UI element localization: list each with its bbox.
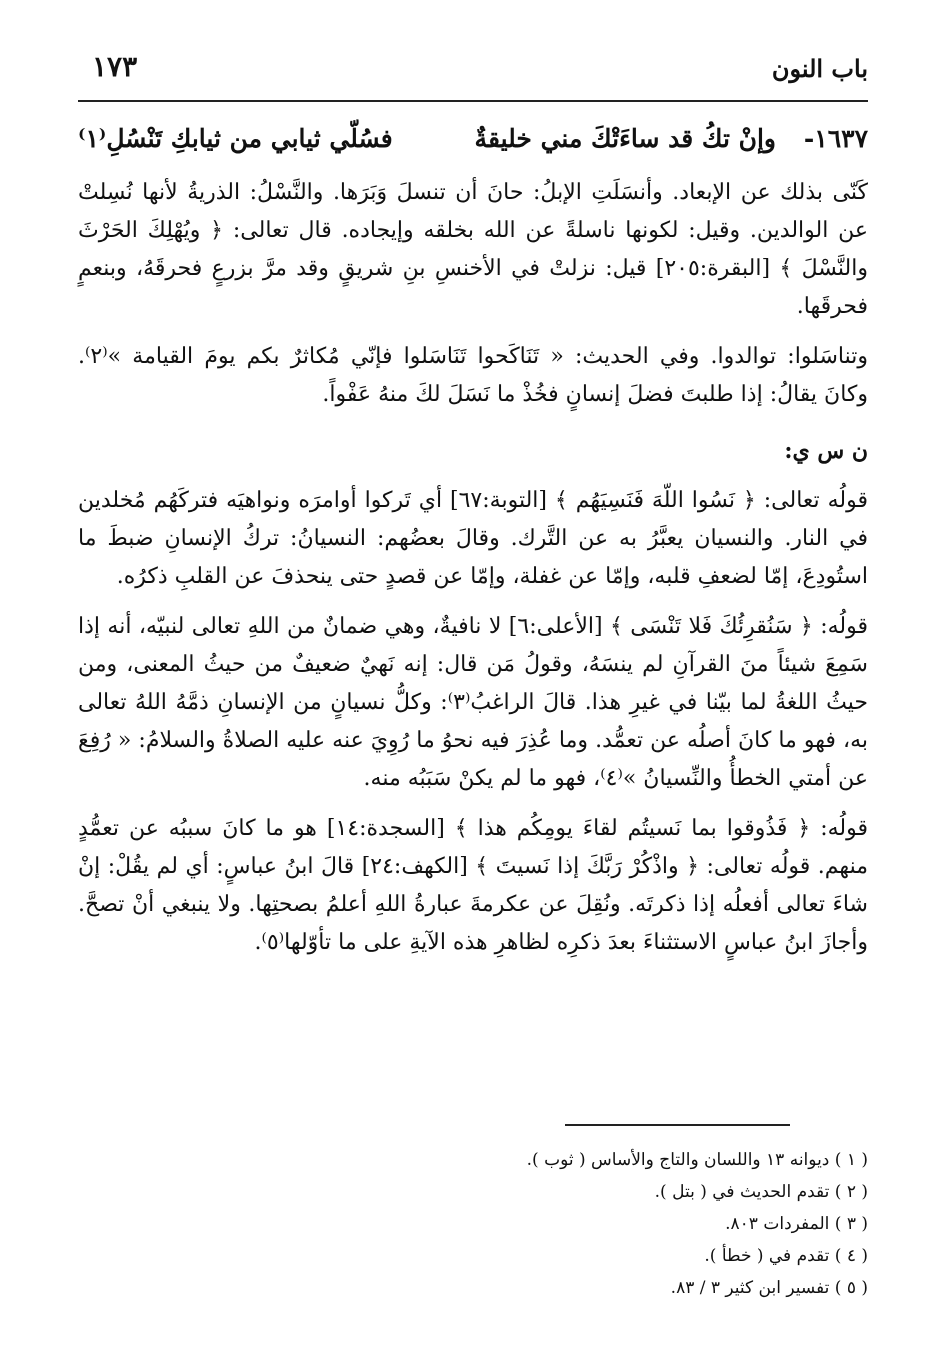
page-body — [78, 118, 868, 962]
chapter-title: باب النون — [771, 54, 868, 83]
footnote: ( ٢ ) تقدم الحديث في ( بتل ). — [654, 1182, 868, 1202]
page-number: ١٧٣ — [92, 50, 138, 83]
section-heading: ن س ي: — [784, 438, 868, 464]
footnote: ( ١ ) ديوانه ١٣ واللسان والتاج والأساس ( ثوب ). — [526, 1150, 868, 1170]
verse-hemistich-first: وإنْ تكُ قد ساءَتْكَ مني خليقةٌ — [474, 124, 776, 153]
verse-hemistich-second: فسُلّي ثيابي من ثيابكِ تَنْسُلِ⁽١⁾ — [78, 124, 393, 153]
paragraph: وتناسَلوا: توالدوا. وفي الحديث: « تَنَاكَحوا تَنَاسَلوا فإنّي مُكاثرٌ بكم يومَ القيامة »⁽٢⁾. وكانَ يقالُ: إذا طلبتَ فضلَ إنسانٍ فخُذْ ما نَسَلَ لكَ منهُ عَفْواً. — [78, 344, 868, 407]
footnotes — [368, 1144, 868, 1304]
poetry-verse — [78, 118, 868, 174]
paragraph: قولُه: ﴿ سَنُقرِئُكَ فَلا تَنْسَى ﴾ [الأعلى:٦] لا نافيةٌ، وهي ضمانٌ من اللهِ تعالى لنبيّه، أنه إذا سَمِعَ شيئاً منَ القرآنِ لم ينسَهُ، وقولُ مَن قال: إنه نَهيٌ ضعيفٌ من حيثُ المعنى، ومن حيثُ اللغةُ لما بيّنا في غيرِ هذا. قالَ الراغبُ⁽٣⁾: وكلُّ نسيانٍ من الإنسانِ ذمَّهُ اللهُ تعالى به، فهو ما كانَ أصلُه عن تعمُّد. وما عُذِرَ فيه نحوُ ما رُوِيَ عنه عليه الصلاةُ والسلامُ: « رُفِعَ عن أمتي الخطأُ والنِّسيانُ »⁽٤⁾، فهو ما لم يكنْ سَبَبُه منه. — [78, 614, 868, 791]
footnote: ( ٤ ) تقدم في ( خطأ ). — [704, 1246, 868, 1266]
paragraph: كَنّى بذلك عن الإبعاد. وأنسَلَتِ الإبلُ: حانَ أن تنسلَ وَبَرَها. والنَّسْلُ: الذريةُ لأنها نُسِلتْ عن الوالدين. وقيل: لكونها ناسلةً عن الله بخلقه وإيجاده. قال تعالى: ﴿ ويُهْلِكَ الحَرْثَ والنَّسْلَ ﴾ [البقرة:٢٠٥] قيل: نزلتْ في الأخنسِ بنِ شريقٍ وقد مرَّ بزرعٍ فحرقَهُ، وبنعمٍ فحرقَها. — [78, 180, 868, 319]
footnote: ( ٣ ) المفردات ٨٠٣. — [725, 1214, 868, 1234]
footnote: ( ٥ ) تفسير ابن كثير ٣ / ٨٣. — [670, 1278, 868, 1298]
header-divider — [78, 100, 868, 102]
verse-number: ١٦٣٧- — [803, 124, 868, 153]
footnote-divider — [565, 1124, 790, 1126]
paragraph: قولُه تعالى: ﴿ نَسُوا اللّهَ فَنَسِيَهُم ﴾ [التوبة:٦٧] أي تَركوا أوامرَه ونواهيَه فتركَهُم مُخلدين في النار. والنسيان يعبَّرُ به عن التَّرك. وقالَ بعضُهم: النسيانُ: تركُ الإنسانِ ضبطَ ما استُودِعَ، إمّا لضعفِ قلبه، وإمّا عن غفلة، وإمّا عن قصدٍ حتى ينحذفَ عن القلبِ ذكرُه. — [78, 488, 868, 589]
page-header — [78, 40, 868, 98]
paragraph: قولُه: ﴿ فَذُوقوا بما نَسيتُم لقاءَ يومِكُم هذا ﴾ [السجدة:١٤] هو ما كانَ سببُه عن تعمُّدٍ منهم. قولُه تعالى: ﴿ واذْكُرْ رَبَّكَ إذا نَسيتَ ﴾ [الكهف:٢٤] قالَ ابنُ عباسٍ: أي لم يقُلْ: إنْ شاءَ تعالى أفعلُه إذا ذكرتَه. ونُقِلَ عن عكرمةَ عبارةُ اللهِ أعلمُ بصحتِها. ولا ينبغي أنْ تصحَّ. وأجازَ ابنُ عباسٍ الاستثناءَ بعدَ ذكرِه لظاهرِ هذه الآيةِ على ما تأوّلها⁽٥⁾. — [78, 816, 868, 955]
